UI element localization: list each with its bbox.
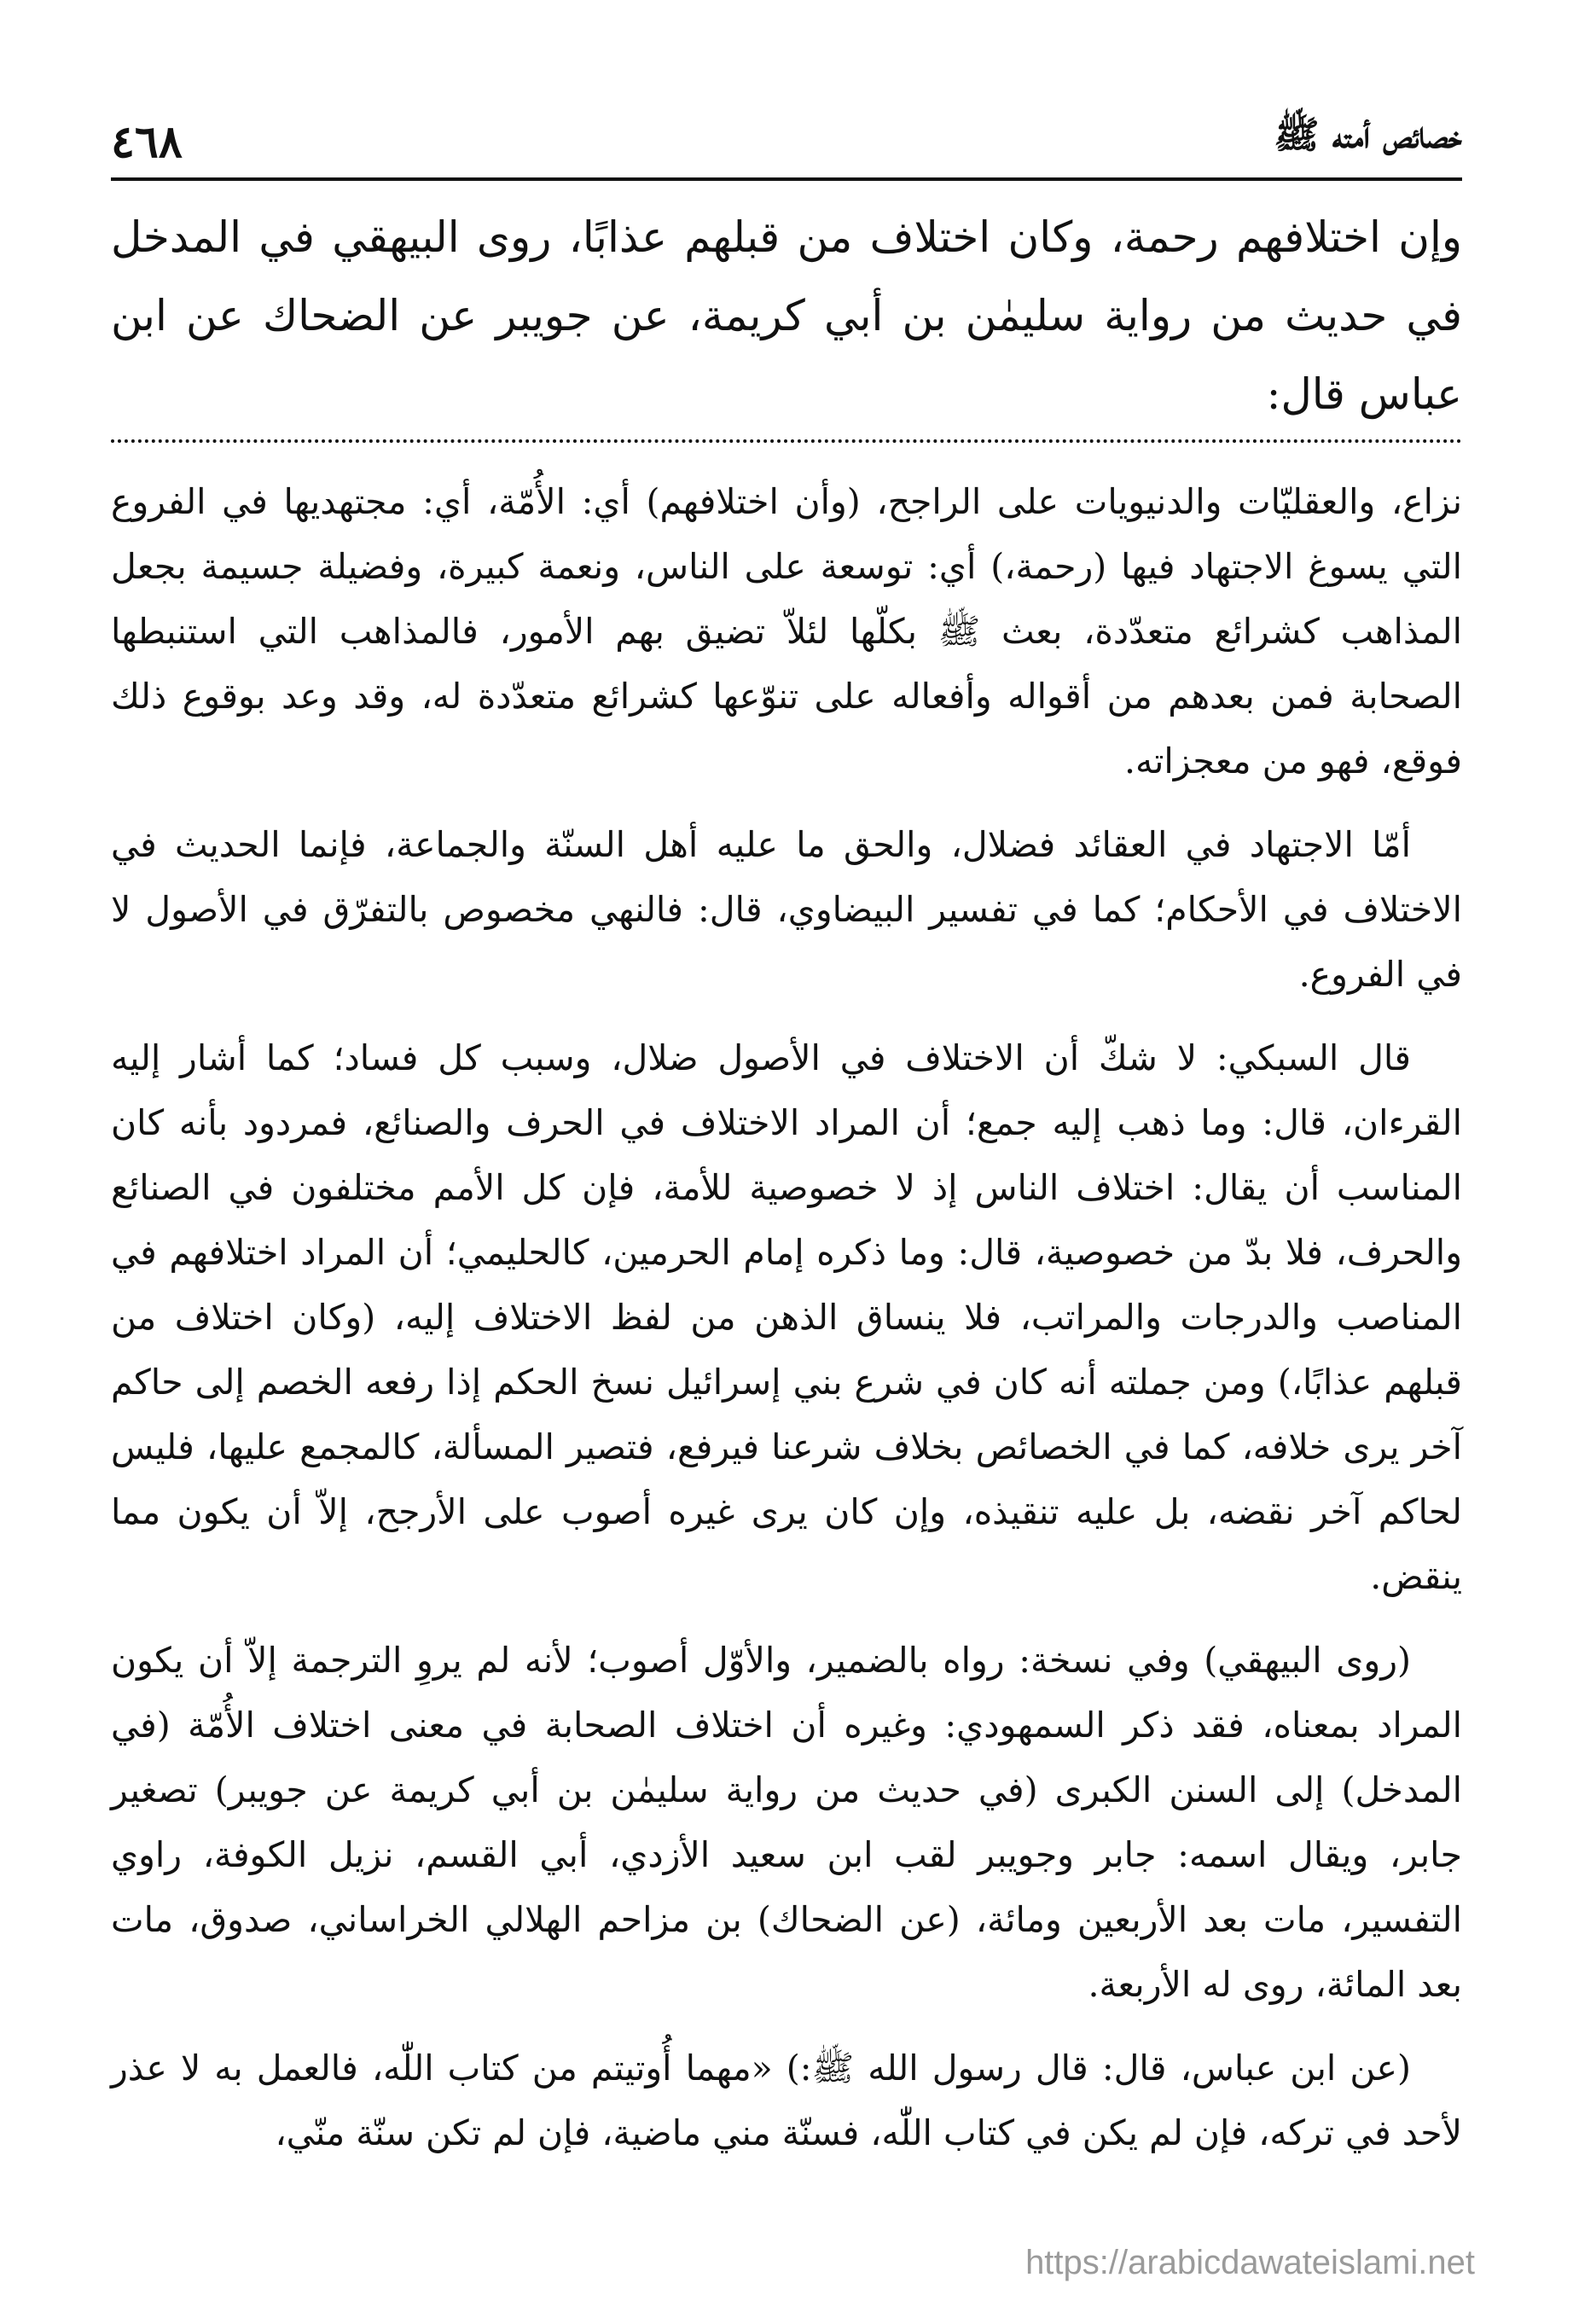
main-text: وإن اختلافهم رحمة، وكان اختلاف من قبلهم عذابًا، روى البيهقي في المدخل في حديث من رواية سليمٰن بن أبي كريمة، عن جويبر عن الضحاك عن ابن عباس قال: bbox=[111, 212, 1462, 419]
commentary bbox=[111, 469, 1462, 2184]
commentary-paragraph: (عن ابن عباس، قال: قال رسول الله ﷺ:) «مهما أُوتيتم من كتاب اللّٰه، فالعمل به لا عذر لأحد في تركه، فإن لم يكن في كتاب اللّٰه، فسنّة مني ماضية، فإن لم تكن سنّة منّي، bbox=[111, 2048, 1462, 2153]
header-divider bbox=[111, 177, 1462, 181]
watermark-url: https://arabicdawateislami.net bbox=[1025, 2244, 1475, 2281]
page-number: ٤٦٨ bbox=[111, 116, 183, 168]
commentary-paragraph: (روى البيهقي) وفي نسخة: رواه بالضمير، والأوّل أصوب؛ لأنه لم يروِ الترجمة إلاّ أن يكون المراد بمعناه، فقد ذكر السمهودي: وغيره أن اختلاف الصحابة في معنى اختلاف الأُمّة (في المدخل) إلى السنن الكبرى (في حديث من رواية سليمٰن بن أبي كريمة عن جويبر) تصغير جابر، ويقال اسمه: جابر وجويبر لقب ابن سعيد الأزدي، أبي القسم، نزيل الكوفة، راوي التفسير، مات بعد الأربعين ومائة، (عن الضحاك) بن مزاحم الهلالي الخراساني، صدوق، مات بعد المائة، روى له الأربعة. bbox=[111, 1640, 1462, 2005]
commentary-paragraph: قال السبكي: لا شكّ أن الاختلاف في الأصول ضلال، وسبب كل فساد؛ كما أشار إليه القرءان، قال: وما ذهب إليه جمع؛ أن المراد الاختلاف في الحرف والصنائع، فمردود بأنه كان المناسب أن يقال: اختلاف الناس إذ لا خصوصية للأمة، فإن كل الأمم مختلفون في الصنائع والحرف، فلا بدّ من خصوصية، قال: وما ذكره إمام الحرمين، كالحليمي؛ أن المراد اختلافهم في المناصب والدرجات والمراتب، فلا ينساق الذهن من لفظ الاختلاف إليه، (وكان اختلاف من قبلهم عذابًا،) ومن جملته أنه كان في شرع بني إسرائيل نسخ الحكم إذا رفعه الخصم إلى حاكم آخر يرى خلافه، كما في الخصائص بخلاف شرعنا فيرفع، فتصير المسألة، كالمجمع عليها، فليس لحاكم آخر نقضه، بل عليه تنقيذه، وإن كان يرى غيره أصوب على الأرجح، إلاّ أن يكون مما ينقض. bbox=[111, 1037, 1462, 1597]
commentary-paragraph: نزاع، والعقليّات والدنيويات على الراجح، (وأن اختلافهم) أي: الأُمّة، أي: مجتهديها في الفروع التي يسوغ الاجتهاد فيها (رحمة،) أي: توسعة على الناس، ونعمة كبيرة، وفضيلة جسيمة بجعل المذاهب كشرائع متعدّدة، بعث ﷺ بكلّها لئلاّ تضيق بهم الأمور، فالمذاهب التي استنبطها الصحابة فمن بعدهم من أقواله وأفعاله على تنوّعها كشرائع متعدّدة له، وقد وعد بوقوع ذلك فوقع، فهو من معجزاته. bbox=[111, 481, 1462, 781]
page-header bbox=[111, 102, 1462, 175]
dotted-divider bbox=[111, 439, 1462, 443]
commentary-paragraph: أمّا الاجتهاد في العقائد فضلال، والحق ما عليه أهل السنّة والجماعة، فإنما الحديث في الاختلاف في الأحكام؛ كما في تفسير البيضاوي، قال: فالنهي مخصوص بالتفرّق في الأصول لا في الفروع. bbox=[111, 824, 1462, 995]
running-title: خصائص أمته ﷺ bbox=[1274, 113, 1462, 157]
